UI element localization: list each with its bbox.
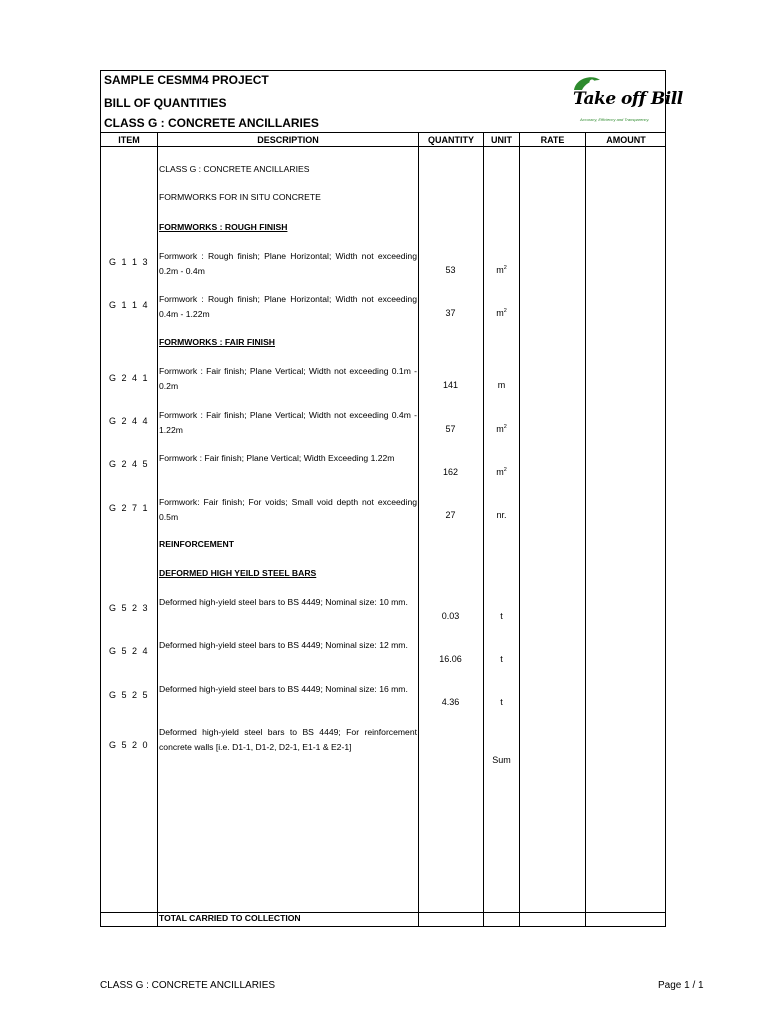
item-code: G 1 1 4 xyxy=(108,300,150,310)
col-rate-header: RATE xyxy=(540,135,565,145)
logo-tagline: Accuracy, Efficiency and Transparency. xyxy=(580,117,650,122)
col-quantity-header: QUANTITY xyxy=(428,135,474,145)
col-item-header: ITEM xyxy=(118,135,140,145)
item-quantity: 53 xyxy=(445,265,456,275)
take-off-bill-logo xyxy=(566,74,683,130)
item-code: G 5 2 0 xyxy=(108,740,150,750)
class-title: CLASS G : CONCRETE ANCILLARIES xyxy=(104,116,319,130)
total-carried-label: TOTAL CARRIED TO COLLECTION xyxy=(159,913,301,923)
item-quantity: 27 xyxy=(445,510,456,520)
col-divider xyxy=(483,132,484,927)
header-rule-bottom xyxy=(100,146,666,147)
item-description: Formwork : Rough finish; Plane Horizontal; Width not exceeding 0.2m - 0.4m xyxy=(159,251,417,276)
item-code: G 2 4 4 xyxy=(108,416,150,426)
item-description: Deformed high-yield steel bars to BS 4449; Nominal size: 10 mm. xyxy=(159,597,408,607)
col-divider xyxy=(519,132,520,927)
col-unit-header: UNIT xyxy=(491,135,512,145)
item-unit: $m^2$ xyxy=(496,265,507,275)
item-description: Formwork : Fair finish; Plane Vertical; Width not exceeding 0.4m - 1.22m xyxy=(159,410,417,435)
header-rule-top xyxy=(100,132,666,133)
item-unit: t xyxy=(500,654,503,664)
item-unit: t xyxy=(500,697,503,707)
item-code: G 2 7 1 xyxy=(108,503,150,513)
item-code: G 1 1 3 xyxy=(108,257,150,267)
section-fair-finish: FORMWORKS : FAIR FINISH xyxy=(159,337,276,347)
item-code: G 5 2 4 xyxy=(108,646,150,656)
item-description: Deformed high-yield steel bars to BS 4449; Nominal size: 12 mm. xyxy=(159,640,408,650)
item-unit: $m^2$ xyxy=(496,424,507,434)
item-quantity: 16.06 xyxy=(439,654,462,664)
item-code: G 5 2 3 xyxy=(108,603,150,613)
item-description: Deformed high-yield steel bars to BS 4449; Nominal size: 16 mm. xyxy=(159,684,408,694)
footer-class-label: CLASS G : CONCRETE ANCILLARIES xyxy=(100,980,276,991)
item-unit: $m^2$ xyxy=(496,308,507,318)
item-code: G 5 2 5 xyxy=(108,690,150,700)
item-quantity: 141 xyxy=(442,380,459,390)
section-deformed-bars: DEFORMED HIGH YEILD STEEL BARS xyxy=(159,568,317,578)
item-description: Deformed high-yield steel bars to BS 4449; For reinforcement concrete walls [i.e. D1-1, D1-2, D2-1, E1-1 & E2-1] xyxy=(159,727,417,752)
section-formworks-heading: FORMWORKS FOR IN SITU CONCRETE xyxy=(159,192,321,202)
item-unit: $m^2$ xyxy=(496,467,507,477)
col-divider xyxy=(157,132,158,927)
col-description-header: DESCRIPTION xyxy=(257,135,319,145)
section-class-heading: CLASS G : CONCRETE ANCILLARIES xyxy=(159,164,310,174)
col-divider xyxy=(585,132,586,927)
item-unit: Sum xyxy=(492,755,511,765)
col-amount-header: AMOUNT xyxy=(606,135,646,145)
col-divider xyxy=(418,132,419,927)
footer-page-number: Page 1 / 1 xyxy=(658,980,704,991)
item-unit: m xyxy=(497,380,506,390)
item-code: G 2 4 1 xyxy=(108,373,150,383)
item-quantity: 4.36 xyxy=(441,697,460,707)
logo-name: Take off Bill xyxy=(573,89,683,109)
item-quantity: 162 xyxy=(442,467,459,477)
item-description: Formwork : Rough finish; Plane Horizontal; Width not exceeding 0.4m - 1.22m xyxy=(159,294,417,319)
item-description: Formwork : Fair finish; Plane Vertical; Width not exceeding 0.1m - 0.2m xyxy=(159,366,417,391)
item-quantity: 57 xyxy=(445,424,456,434)
section-rough-finish: FORMWORKS : ROUGH FINISH xyxy=(159,222,288,232)
project-title: SAMPLE CESMM4 PROJECT xyxy=(104,73,269,87)
item-quantity: 37 xyxy=(445,308,456,318)
item-description: Formwork : Fair finish; Plane Vertical; Width Exceeding 1.22m xyxy=(159,453,395,463)
section-reinforcement: REINFORCEMENT xyxy=(159,539,234,549)
item-quantity: 0.03 xyxy=(441,611,460,621)
item-unit: t xyxy=(500,611,503,621)
item-description: Formwork: Fair finish; For voids; Small void depth not exceeding 0.5m xyxy=(159,497,417,522)
doc-title: BILL OF QUANTITIES xyxy=(104,96,227,110)
item-code: G 2 4 5 xyxy=(108,459,150,469)
item-unit: nr. xyxy=(496,510,507,520)
